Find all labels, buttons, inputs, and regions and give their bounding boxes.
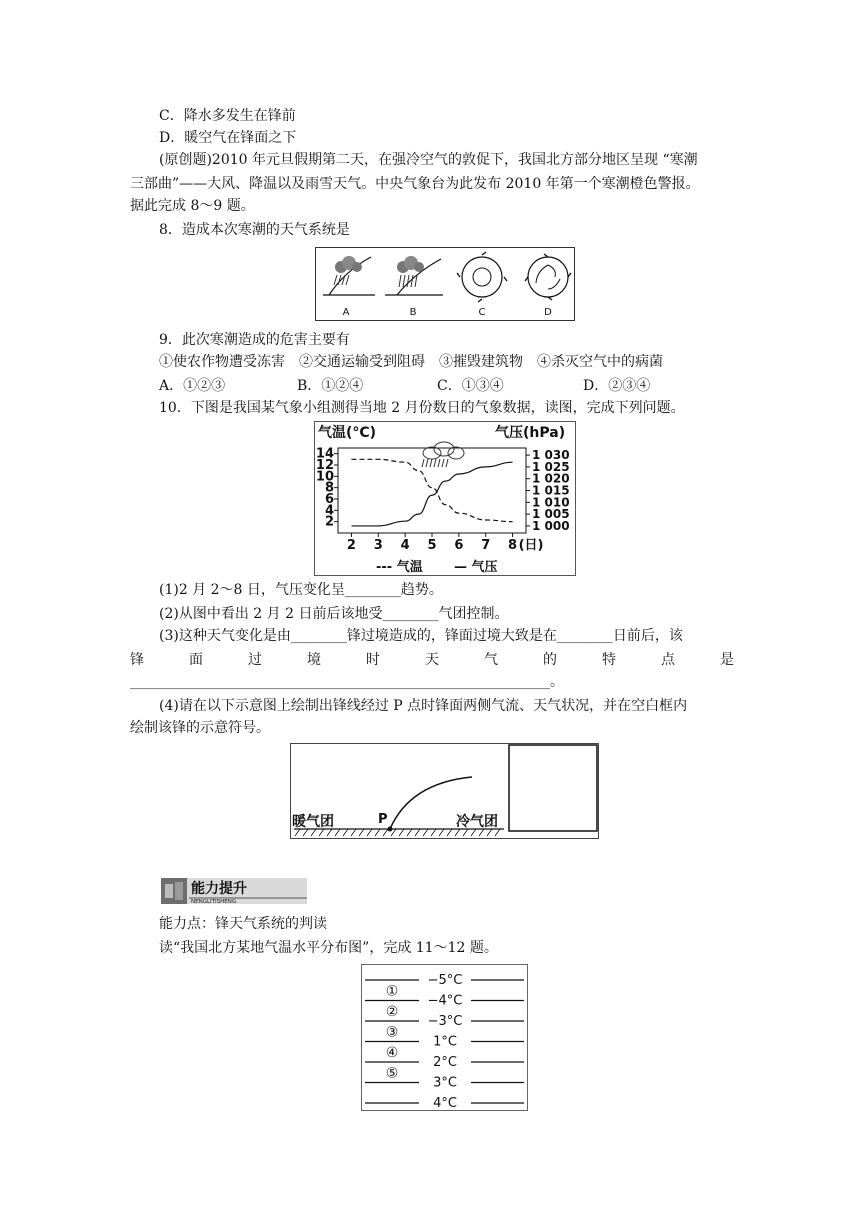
isotherm-figure bbox=[361, 964, 528, 1111]
q7-option-c: C．降水多发生在锋前 bbox=[159, 108, 296, 124]
region-label: ⑤ bbox=[385, 1065, 399, 1082]
chart-right-tick-label: 1 000 bbox=[532, 518, 570, 533]
section-badge bbox=[161, 878, 307, 904]
intro-line-2: 三部曲”——大风、降温以及雨雪天气。中央气象台为此发布 2010 年第一个寒潮橙色警报。 bbox=[130, 176, 700, 192]
intro-line-1: (原创题)2010 年元旦假期第二天，在强冷空气的敦促下，我国北方部分地区呈现 “寒潮 bbox=[159, 152, 698, 168]
chart-left-axis-title: 气温(°C) bbox=[318, 425, 377, 441]
q10-sub4b: 绘制该锋的示意符号。 bbox=[130, 720, 270, 736]
q10-sub2: (2)从图中看出 2 月 2 日前后该地受________气团控制。 bbox=[159, 606, 509, 622]
q8-stem: 8．造成本次寒潮的天气系统是 bbox=[159, 222, 350, 238]
chart-right-tick-label: 1 005 bbox=[532, 507, 570, 522]
front-a-icon bbox=[323, 256, 375, 295]
chart-left-tick-label: 12 bbox=[315, 458, 334, 473]
chart-x-tick-label: 2 bbox=[346, 538, 356, 553]
chart-right-tick-label: 1 030 bbox=[532, 448, 570, 463]
chart-left-tick-label: 14 bbox=[315, 446, 334, 462]
isotherm-label: −4°C bbox=[427, 993, 463, 1009]
chart-x-tick-label: 6 bbox=[454, 538, 464, 553]
q8-label-c: C bbox=[478, 307, 486, 318]
section-subtitle: NENGLITISHENG bbox=[191, 899, 237, 904]
point-p bbox=[388, 827, 393, 832]
chart-right-tick-label: 1 020 bbox=[532, 471, 570, 486]
q8-label-b: B bbox=[409, 307, 417, 318]
isotherm-label: −5°C bbox=[427, 973, 463, 988]
chart-legend-pressure: — 气压 bbox=[454, 560, 498, 575]
chart-series-temperature bbox=[351, 459, 512, 521]
section-read: 读“我国北方某地气温水平分布图”，完成 11～12 题。 bbox=[159, 940, 498, 956]
isotherm-label: 3°C bbox=[433, 1075, 457, 1091]
q9-option-b: B．①②④ bbox=[297, 378, 364, 394]
chart-left-tick-label: 4 bbox=[324, 503, 334, 519]
q10-sub4a: (4)请在以下示意图上绘制出锋线经过 P 点时锋面两侧气流、天气状况，并在空白框内 bbox=[159, 698, 688, 714]
q9-option-c: C．①③④ bbox=[437, 378, 504, 394]
chart-left-tick-label: 10 bbox=[315, 469, 334, 485]
front-b-icon bbox=[385, 256, 443, 295]
isotherm-label: −3°C bbox=[427, 1014, 463, 1029]
section-point: 能力点：锋天气系统的判读 bbox=[159, 916, 327, 932]
chart-x-unit: (日) bbox=[518, 538, 544, 553]
chart-legend-temp: --- 气温 bbox=[376, 560, 423, 575]
q9-items: ①使农作物遭受冻害 ②交通运输受到阻碍 ③摧毁建筑物 ④杀灭空气中的病菌 bbox=[159, 354, 663, 370]
isotherm-label: 2°C bbox=[433, 1055, 457, 1070]
q8-label-a: A bbox=[342, 307, 350, 318]
q8-figure bbox=[315, 247, 575, 321]
region-label: ③ bbox=[385, 1024, 399, 1041]
q10-sub3b: 锋 面 过 境 时 天 气 的 特 点 是 bbox=[130, 652, 734, 668]
q10-sub3c: ____________________________________________________________。 bbox=[130, 674, 564, 690]
q10-sub3a: (3)这种天气变化是由________锋过境造成的，锋面过境大致是在________日前后，该 bbox=[159, 628, 683, 644]
chart-x-tick-label: 7 bbox=[481, 538, 491, 553]
front-symbol-box bbox=[509, 745, 597, 831]
region-label: ④ bbox=[385, 1044, 399, 1061]
chart-right-tick-label: 1 015 bbox=[532, 483, 570, 498]
chart-left-tick-label: 8 bbox=[324, 480, 334, 496]
warm-air-label: 暖气团 bbox=[292, 814, 334, 830]
front-diagram bbox=[290, 743, 599, 839]
cold-air-label: 冷气团 bbox=[456, 814, 498, 830]
chart-x-tick-label: 5 bbox=[427, 538, 437, 553]
point-p-label: P bbox=[378, 812, 388, 827]
isotherm-label: 4°C bbox=[433, 1096, 457, 1111]
chart-x-tick-label: 4 bbox=[400, 538, 410, 553]
region-label: ② bbox=[385, 1003, 399, 1020]
q9-option-a: A．①②③ bbox=[159, 378, 226, 394]
q10-stem: 10．下图是我国某气象小组测得当地 2 月份数日的气象数据，读图，完成下列问题。 bbox=[159, 400, 685, 416]
q9-stem: 9．此次寒潮造成的危害主要有 bbox=[159, 332, 350, 348]
intro-line-3: 据此完成 8～9 题。 bbox=[130, 198, 255, 214]
q9-options bbox=[159, 376, 734, 396]
q8-label-d: D bbox=[544, 307, 552, 318]
chart-right-tick-label: 1 025 bbox=[532, 459, 570, 474]
isotherm-label: 1°C bbox=[433, 1034, 457, 1050]
q7-option-d: D．暖空气在锋面之下 bbox=[159, 130, 297, 146]
chart-left-tick-label: 2 bbox=[324, 514, 334, 530]
pressure-system-d-icon bbox=[525, 254, 571, 300]
chart-right-tick-label: 1 010 bbox=[532, 495, 570, 510]
q10-chart bbox=[314, 421, 576, 576]
q10-sub1: (1)2 月 2～8 日，气压变化呈________趋势。 bbox=[159, 582, 443, 598]
chart-x-tick-label: 3 bbox=[373, 538, 383, 553]
section-title: 能力提升 bbox=[191, 881, 247, 897]
chart-right-axis-title: 气压(hPa) bbox=[495, 425, 566, 441]
q9-option-d: D．②③④ bbox=[583, 378, 651, 394]
region-label: ① bbox=[385, 983, 399, 1000]
chart-left-tick-label: 6 bbox=[324, 492, 334, 507]
pressure-system-c-icon bbox=[457, 252, 507, 302]
chart-series-pressure bbox=[351, 462, 512, 526]
chart-x-tick-label: 8 bbox=[508, 538, 518, 553]
rain-cloud-icon bbox=[422, 442, 464, 467]
